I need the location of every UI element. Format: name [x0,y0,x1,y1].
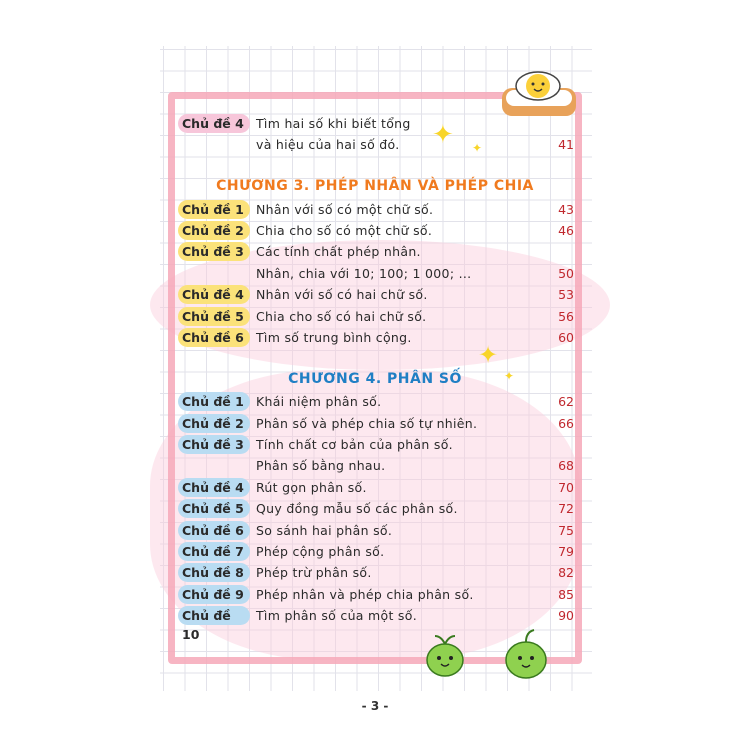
toc-entry[interactable] [178,221,574,241]
topic-label: Chủ đề 4 [178,478,250,497]
page-ref: 41 [558,137,574,153]
topic-label: Chủ đề 2 [178,221,250,240]
page-ref: 68 [558,458,574,474]
topic-title: Quy đồng mẫu số các phân số. [256,501,458,517]
toc-entry[interactable] [178,499,574,519]
topic-title: Phân số bằng nhau. [256,458,386,474]
sparkle-icon: ✦ [472,141,483,155]
sprout-mascot-icon [420,630,470,680]
toc-entry[interactable] [178,200,574,220]
page-ref: 53 [558,287,574,303]
page-ref: 60 [558,330,574,345]
topic-title: Nhân, chia với 10; 100; 1 000; ... [256,265,472,281]
topic-title: Tìm hai số khi biết tổng [256,116,411,131]
chapter-heading: CHƯƠNG 3. PHÉP NHÂN VÀ PHÉP CHIA [216,178,534,195]
page-ref: 56 [558,308,574,324]
toc-entry[interactable] [178,392,574,412]
topic-title: Các tính chất phép nhân. [256,244,421,260]
toc-entry[interactable] [178,606,574,643]
page-ref: 70 [558,479,574,495]
topic-title: Phân số và phép chia số tự nhiên. [256,415,478,431]
page-ref: 66 [558,415,574,431]
toc-entry[interactable] [178,135,574,155]
topic-label: Chủ đề 1 [178,200,250,219]
topic-label: Chủ đề 2 [178,414,250,433]
topic-title: Khái niệm phân số. [256,394,382,410]
toc-entry[interactable] [178,521,574,541]
page-ref: 90 [558,608,574,624]
page-ref: 50 [558,265,574,281]
sparkle-icon: ✦ [504,369,515,383]
topic-title: và hiệu của hai số đó. [256,137,400,153]
toc-entry[interactable] [178,114,574,134]
topic-title: Chia cho số có hai chữ số. [256,308,427,324]
sprout-mascot-icon [478,620,548,680]
chapter-heading: CHƯƠNG 4. PHÂN SỐ [288,370,462,387]
topic-label: Chủ đề 1 [178,392,250,411]
topic-label: Chủ đề 6 [178,328,250,347]
topic-title: Phép cộng phân số. [256,544,385,559]
topic-title: Phép trừ phân số. [256,565,372,581]
page-ref: 72 [558,501,574,517]
toc-entry[interactable] [178,435,574,455]
topic-label: Chủ đề 10 [178,606,250,625]
toc-entry[interactable] [178,585,574,605]
topic-title: Tìm phân số của một số. [256,608,417,624]
toc-entry[interactable] [178,414,574,434]
topic-title: Phép nhân và phép chia phân số. [256,586,474,602]
topic-title: Chia cho số có một chữ số. [256,223,433,238]
topic-label: Chủ đề 3 [178,435,250,454]
topic-label: Chủ đề 9 [178,585,250,604]
page-ref: 82 [558,565,574,581]
page-ref: 43 [558,201,574,217]
topic-label: Chủ đề 5 [178,499,250,518]
toc-entry[interactable] [178,307,574,327]
topic-label: Chủ đề 7 [178,542,250,561]
page-ref: 79 [558,544,574,559]
topic-title: Tìm số trung bình cộng. [256,330,412,345]
toc-entry[interactable] [178,285,574,305]
topic-label: Chủ đề 4 [178,285,250,304]
topic-label: Chủ đề 8 [178,563,250,582]
toc-entry[interactable] [178,478,574,498]
toc-entry[interactable] [178,328,574,348]
page-ref: 85 [558,586,574,602]
topic-title: Nhân với số có một chữ số. [256,201,434,217]
sparkle-icon: ✦ [432,120,454,150]
page-ref: 75 [558,522,574,538]
topic-label: Chủ đề 5 [178,307,250,326]
page-number: - 3 - [361,699,389,713]
toc-entry[interactable] [178,264,574,284]
toc-entry[interactable] [178,242,574,262]
toc-entry[interactable] [178,542,574,562]
page-ref: 46 [558,223,574,238]
topic-title: Nhân với số có hai chữ số. [256,287,428,303]
topic-label: Chủ đề 4 [178,114,250,133]
sparkle-icon: ✦ [478,341,499,369]
topic-title: Tính chất cơ bản của phân số. [256,437,453,452]
toc-entry[interactable] [178,456,574,476]
toc-entry[interactable] [178,563,574,583]
topic-title: So sánh hai phân số. [256,522,393,538]
topic-label: Chủ đề 6 [178,521,250,540]
topic-title: Rút gọn phân số. [256,479,367,495]
topic-label: Chủ đề 3 [178,242,250,261]
page-ref: 62 [558,394,574,410]
